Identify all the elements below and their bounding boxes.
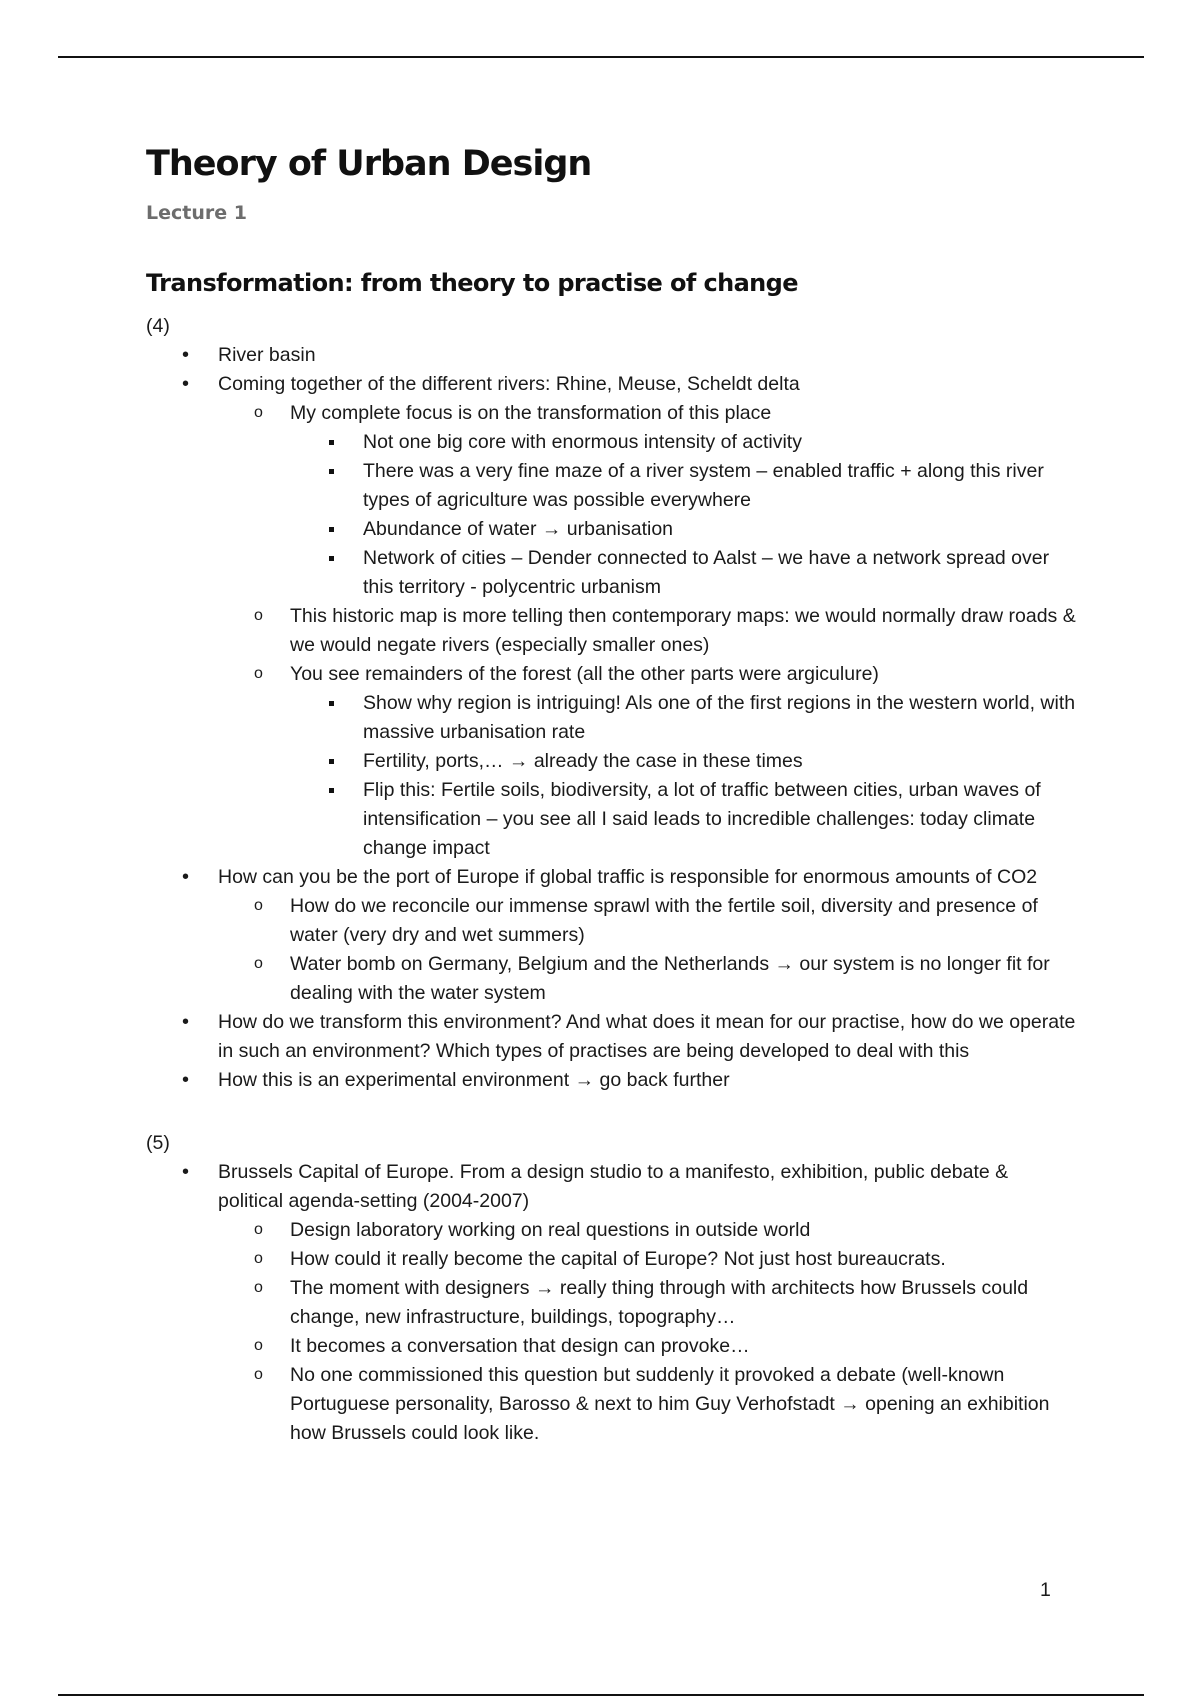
sub-bullet-item [290, 1274, 1076, 1332]
bullet-list [146, 1158, 1076, 1448]
bullet-item [146, 1008, 1076, 1066]
bullet-list [146, 341, 1076, 1095]
detail-list [363, 689, 1076, 863]
detail-list [363, 428, 1076, 602]
sub-bullet-item [290, 892, 1076, 950]
sub-bullet-text: How could it really become the capital of Europe? Not just host bureaucrats. [290, 1248, 946, 1270]
detail-item: Fertility, ports,… → already the case in these times [363, 747, 1076, 776]
bullet-item [146, 370, 1076, 863]
sub-bullet-list [290, 1216, 1076, 1448]
sub-bullet-text: No one commissioned this question but suddenly it provoked a debate (well-known Portuguese personality, Barosso & next to him Guy Verhofstadt → opening an exhibition how Brussels could look like. [290, 1364, 1050, 1444]
notes-section [146, 312, 1076, 1095]
bullet-item [146, 341, 1076, 370]
section-heading: Transformation: from theory to practise of change [146, 269, 798, 297]
sub-bullet-item [290, 399, 1076, 602]
page-number: 1 [1040, 1579, 1051, 1601]
sub-bullet-item [290, 660, 1076, 863]
top-rule [58, 56, 1144, 58]
lecture-label: Lecture 1 [146, 202, 247, 224]
detail-item: There was a very fine maze of a river system – enabled traffic + along this river types of agriculture was possible everywhere [363, 457, 1076, 515]
sub-bullet-list [290, 399, 1076, 863]
bullet-text: River basin [218, 344, 316, 366]
sub-bullet-text: It becomes a conversation that design can provoke… [290, 1335, 750, 1357]
slide-number: (4) [146, 315, 170, 337]
sub-bullet-text: You see remainders of the forest (all the other parts were argiculure) [290, 663, 879, 685]
sub-bullet-text: The moment with designers → really thing through with architects how Brussels could change, new infrastructure, buildings, topography… [290, 1277, 1029, 1328]
notes-section [146, 1129, 1076, 1448]
sub-bullet-text: Water bomb on Germany, Belgium and the Netherlands → our system is no longer fit for dealing with the water system [290, 953, 1050, 1004]
detail-item: Network of cities – Dender connected to Aalst – we have a network spread over this territory - polycentric urbanism [363, 544, 1076, 602]
sub-bullet-item [290, 1245, 1076, 1274]
notes-sections [146, 312, 1076, 1448]
bullet-item [146, 863, 1076, 1008]
document-body [146, 140, 1076, 1448]
sub-bullet-item [290, 602, 1076, 660]
detail-item: Show why region is intriguing! Als one of the first regions in the western world, with massive urbanisation rate [363, 689, 1076, 747]
bullet-item [146, 1066, 1076, 1095]
bullet-text: How this is an experimental environment → go back further [218, 1069, 730, 1091]
detail-item: Abundance of water → urbanisation [363, 515, 1076, 544]
bullet-text: How can you be the port of Europe if global traffic is responsible for enormous amounts of CO2 [218, 866, 1038, 888]
sub-bullet-item [290, 1361, 1076, 1448]
bullet-text: Brussels Capital of Europe. From a design studio to a manifesto, exhibition, public debate & political agenda-setting (2004-2007) [218, 1161, 1009, 1212]
bullet-item [146, 1158, 1076, 1448]
sub-bullet-text: This historic map is more telling then contemporary maps: we would normally draw roads & we would negate rivers (especially smaller ones) [290, 605, 1076, 656]
document-title: Theory of Urban Design [146, 144, 592, 184]
bottom-rule [58, 1694, 1144, 1696]
sub-bullet-item [290, 1332, 1076, 1361]
sub-bullet-text: My complete focus is on the transformation of this place [290, 402, 772, 424]
slide-number: (5) [146, 1132, 170, 1154]
sub-bullet-list [290, 892, 1076, 1008]
sub-bullet-text: Design laboratory working on real questions in outside world [290, 1219, 811, 1241]
bullet-text: How do we transform this environment? And what does it mean for our practise, how do we operate in such an environment? Which types of practises are being developed to deal with this [218, 1011, 1076, 1062]
sub-bullet-item [290, 1216, 1076, 1245]
sub-bullet-item [290, 950, 1076, 1008]
detail-item: Not one big core with enormous intensity of activity [363, 428, 1076, 457]
sub-bullet-text: How do we reconcile our immense sprawl with the fertile soil, diversity and presence of water (very dry and wet summers) [290, 895, 1038, 946]
bullet-text: Coming together of the different rivers: Rhine, Meuse, Scheldt delta [218, 373, 800, 395]
detail-item: Flip this: Fertile soils, biodiversity, a lot of traffic between cities, urban waves of intensification – you see all I said leads to incredible challenges: today climate change impact [363, 776, 1076, 863]
